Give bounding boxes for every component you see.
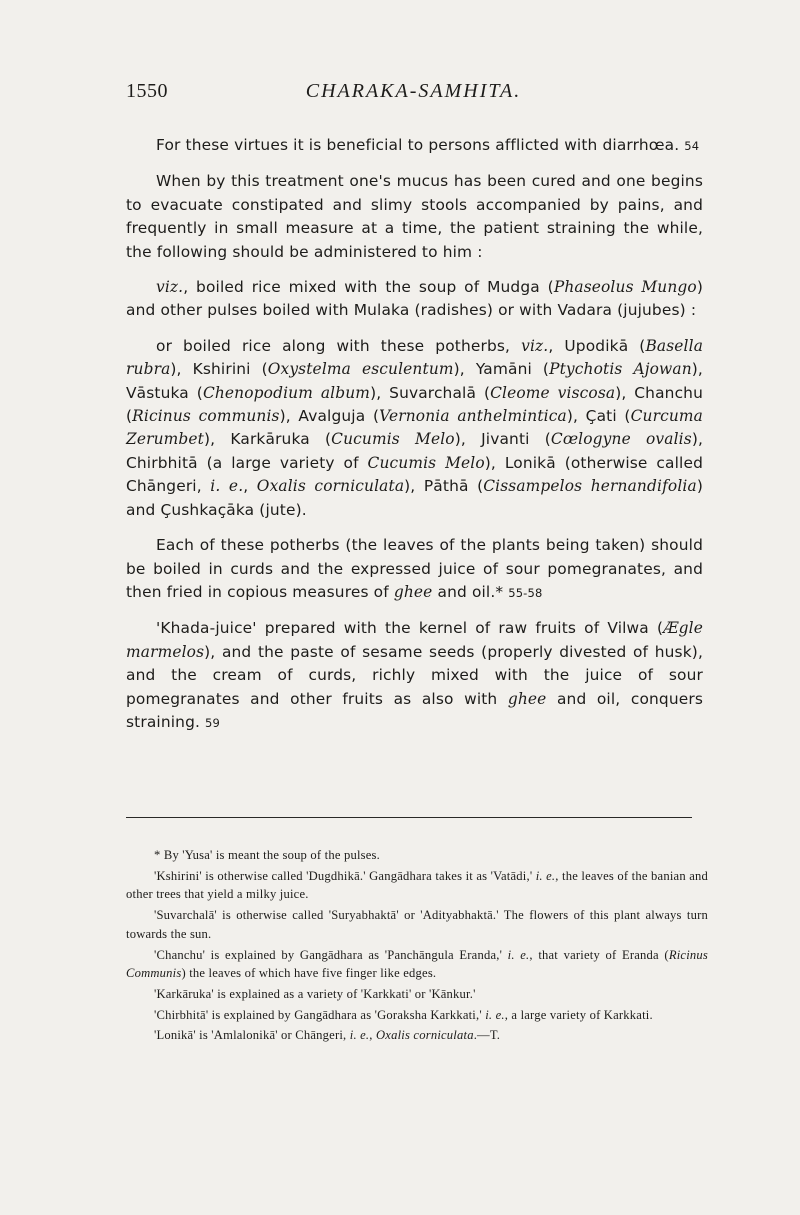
main-text xyxy=(126,134,703,747)
paragraph-6: 'Khada-juice' prepared with the kernel of raw fruits of Vilwa (Ægle marmelos), and the paste of sesame seeds (properly divested of husk), and the cream of curds, richly mixed with the juice of sour pomegranates and other fruits as also with ghee and oil, conquers straining. 59 xyxy=(126,619,704,731)
paragraph-4: or boiled rice along with these potherbs, viz., Upodikā (Basella rubra), Kshirini (Oxystelma esculentum), Yamāni (Ptychotis Ajowan), Vāstuka (Chenopodium album), Suvarchalā (Cleome viscosa), Chanchu (Ricinus communis), Avalguja (Vernonia anthelmintica), Çati (Curcuma Zerumbet), Karkāruka (Cucumis Melo), Jivanti (Cœlogyne ovalis), Chirbhitā (a large variety of Cucumis Melo), Lonikā (otherwise called Chāngeri, i. e., Oxalis corniculata), Pāthā (Cissampelos hernandifolia) and Çushkaçāka (jute). xyxy=(126,336,704,519)
page-header xyxy=(126,80,701,110)
footnote-1: * By 'Yusa' is meant the soup of the pulses. xyxy=(154,848,381,862)
footnotes xyxy=(126,846,708,1047)
paragraph-3: viz., boiled rice mixed with the soup of Mudga (Phaseolus Mungo) and other pulses boiled with Mulaka (radishes) or with Vadara (jujubes) : xyxy=(126,278,704,320)
footnote-7: 'Lonikā' is 'Amlalonikā' or Chāngeri, i. e., Oxalis corniculata.—T. xyxy=(154,1028,501,1043)
page-number: 1550 xyxy=(126,80,168,102)
footnote-2: 'Kshirini' is otherwise called 'Dugdhikā.' Gangādhara takes it as 'Vatādi,' i. e., the leaves of the banian and other trees that yield a milky juice. xyxy=(126,868,708,902)
footnote-4: 'Chanchu' is explained by Gangādhara as 'Panchāngula Eranda,' i. e., that variety of Eranda (Ricinus Communis) the leaves of which have five finger like edges. xyxy=(126,947,708,981)
verse-number: 54 xyxy=(684,139,700,153)
footnote-3: 'Suvarchalā' is otherwise called 'Suryabhaktā' or 'Adityabhaktā.' The flowers of this plant always turn towards the sun. xyxy=(126,908,708,941)
verse-number: 59 xyxy=(205,715,220,730)
footnote-5: 'Karkāruka' is explained as a variety of 'Karkkati' or 'Kānkur.' xyxy=(154,986,476,1001)
paragraph-1: For these virtues it is beneficial to persons afflicted with diarrhœa. 54 xyxy=(156,136,700,154)
paragraph-5: Each of these potherbs (the leaves of the plants being taken) should be boiled in curds and the expressed juice of sour pomegranates, and then fried in copious measures of ghee and oil.* 55-58 xyxy=(126,536,703,601)
footnote-6: 'Chirbhitā' is explained by Gangādhara as 'Goraksha Karkkati,' i. e., a large variety of Karkkati. xyxy=(154,1007,653,1022)
verse-number: 55-58 xyxy=(508,585,543,600)
running-title: CHARAKA-SAMHITA. xyxy=(305,80,522,102)
paragraph-2: When by this treatment one's mucus has been cured and one begins to evacuate constipated and slimy stools accompanied by pains, and frequently in small measure at a time, the patient straining the while, the following should be administered to him : xyxy=(126,172,703,261)
footnote-divider xyxy=(126,817,692,818)
